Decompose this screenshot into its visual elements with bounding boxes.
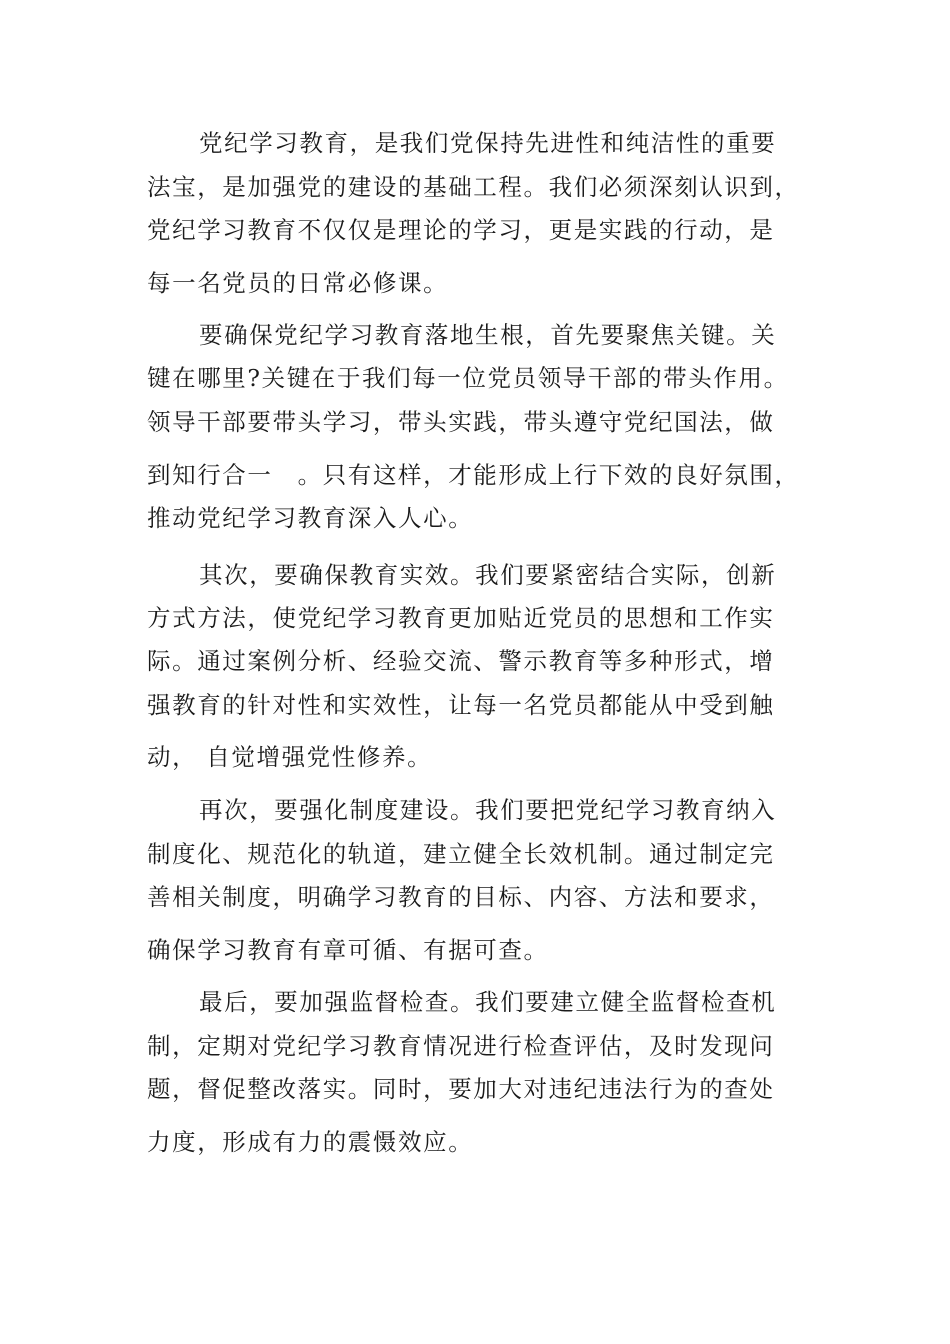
paragraph-3-line-2: 方式方法，使党纪学习教育更加贴近党员的思想和工作实 [147, 604, 775, 632]
paragraph-5-line-4: 力度，形成有力的震慑效应。 [147, 1128, 474, 1156]
paragraph-3-line-1: 其次，要确保教育实效。我们要紧密结合实际，创新 [199, 561, 777, 589]
paragraph-4-line-3: 善相关制度，明确学习教育的目标、内容、方法和要求， [147, 883, 775, 911]
paragraph-5-line-2: 制，定期对党纪学习教育情况进行检查评估，及时发现问 [147, 1032, 775, 1060]
paragraph-2-line-3: 领导干部要带头学习，带头实践，带头遵守党纪国法，做 [147, 408, 775, 436]
paragraph-3-line-3: 际。通过案例分析、经验交流、警示教育等多种形式，增 [147, 647, 775, 675]
paragraph-5-line-3: 题，督促整改落实。同时，要加大对违纪违法行为的查处 [147, 1075, 775, 1103]
paragraph-2-line-1: 要确保党纪学习教育落地生根，首先要聚焦关键。关 [199, 321, 777, 349]
paragraph-2-line-4: 到知行合一 。只有这样，才能形成上行下效的良好氛围， [147, 461, 800, 489]
paragraph-4-line-4: 确保学习教育有章可循、有据可查。 [147, 936, 549, 964]
paragraph-2-line-2: 键在哪里?关键在于我们每一位党员领导干部的带头作用。 [147, 364, 789, 392]
paragraph-5-line-1: 最后，要加强监督检查。我们要建立健全监督检查机 [199, 988, 777, 1016]
paragraph-1-line-4: 每一名党员的日常必修课。 [147, 269, 449, 297]
paragraph-4-line-2: 制度化、规范化的轨道，建立健全长效机制。通过制定完 [147, 840, 775, 868]
paragraph-1-line-1: 党纪学习教育，是我们党保持先进性和纯洁性的重要 [199, 129, 777, 157]
paragraph-3-line-4: 强教育的针对性和实效性，让每一名党员都能从中受到触 [147, 691, 775, 719]
paragraph-3-line-5: 动， 自觉增强党性修养。 [147, 743, 433, 771]
paragraph-1-line-3: 党纪学习教育不仅仅是理论的学习，更是实践的行动，是 [147, 216, 775, 244]
paragraph-4-line-1: 再次，要强化制度建设。我们要把党纪学习教育纳入 [199, 796, 777, 824]
paragraph-2-line-5: 推动党纪学习教育深入人心。 [147, 504, 474, 532]
paragraph-1-line-2: 法宝，是加强党的建设的基础工程。我们必须深刻认识到， [147, 173, 800, 201]
